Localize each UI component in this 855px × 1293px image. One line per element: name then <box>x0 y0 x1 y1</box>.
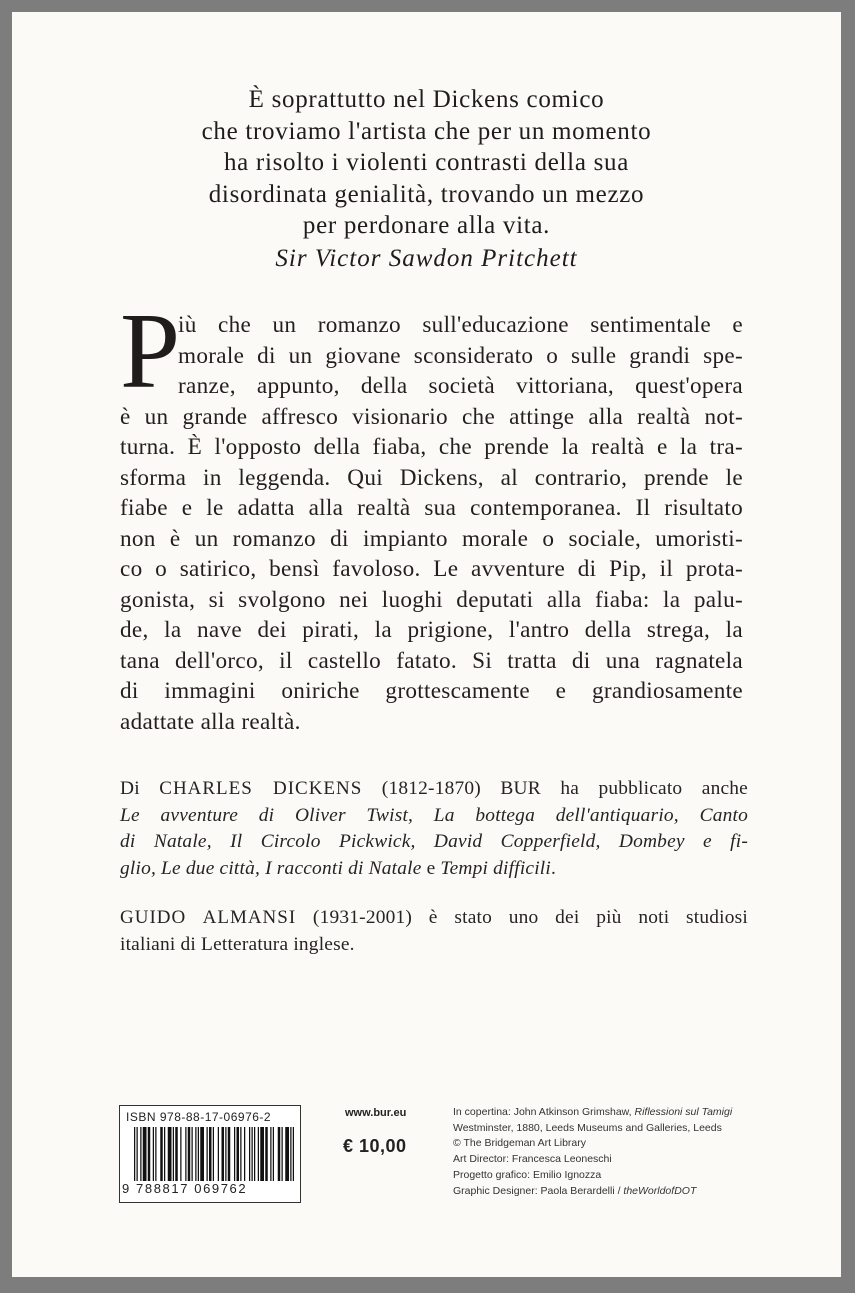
editor-bio-rest: (1931-2001) è stato uno dei più noti studiosi <box>312 907 748 928</box>
synopsis-line: tana dell'orco, il castello fatato. Si tratta di una ragnatela <box>120 647 743 674</box>
barcode-bar <box>273 1127 274 1181</box>
author-bio-line <box>120 776 748 803</box>
synopsis-line: morale di un giovane sconsiderato o sulle grandi spe- <box>178 342 743 369</box>
barcode-bar <box>249 1127 250 1181</box>
barcode-bar <box>198 1127 199 1181</box>
barcode-bar <box>252 1127 253 1181</box>
barcode-bar <box>140 1127 141 1181</box>
barcode-bar <box>188 1127 191 1181</box>
credit-line <box>453 1105 803 1121</box>
barcode-bar <box>164 1127 165 1181</box>
author-name: CHARLES DICKENS <box>159 778 363 799</box>
quote-author: Sir Victor Sawdon Pritchett <box>275 244 578 272</box>
synopsis-line: co o satirico, bensì favoloso. Le avventure di Pip, il prota- <box>120 556 743 582</box>
author-bio-line <box>120 803 748 830</box>
author-bio-line <box>120 829 748 856</box>
painting-title: Riflessioni sul Tamigi <box>634 1106 733 1118</box>
studio-name: theWorldofDOT <box>623 1184 697 1197</box>
barcode-bar <box>222 1127 225 1181</box>
drop-cap: P <box>120 292 181 411</box>
credit-text: Graphic Designer: Paola Berardelli / <box>453 1184 624 1197</box>
barcode-bar <box>195 1127 196 1181</box>
synopsis-line: di immagini oniriche grottescamente e grandiosamente <box>120 678 743 704</box>
quote-line: disordinata genialità, trovando un mezzo <box>208 180 645 208</box>
barcode-bar <box>225 1127 226 1181</box>
synopsis-line: gonista, si svolgono nei luoghi deputati alla fiaba: la palu- <box>120 586 743 613</box>
barcode-bar <box>285 1127 289 1181</box>
barcode-bar <box>160 1127 163 1181</box>
quote-line: ha risolto i violenti contrasti della sua <box>223 149 629 176</box>
barcode-bar <box>228 1127 231 1181</box>
barcode-bar <box>270 1127 271 1181</box>
cover-credits <box>453 1105 803 1199</box>
editor-bio-line: italiani di Letteratura inglese. <box>120 933 355 955</box>
credit-line <box>453 1184 803 1200</box>
isbn-barcode <box>119 1105 301 1203</box>
barcode-bar <box>213 1127 214 1181</box>
synopsis-line: non è un romanzo di impianto morale o sociale, umoristi- <box>120 525 743 552</box>
barcode-bar <box>168 1127 172 1181</box>
barcode-bar <box>137 1127 138 1181</box>
author-bio <box>120 776 748 882</box>
barcode-bar <box>244 1127 245 1181</box>
author-bio-rest: (1812-1870) BUR ha pubblicato anche <box>381 778 748 799</box>
book-titles: di Natale, Il Circolo Pickwick, David Copperfield, Dombey e fi- <box>120 831 748 852</box>
book-titles: glio, Le due città, I racconti di Natale <box>120 857 422 879</box>
barcode-bar <box>180 1127 181 1181</box>
author-bio-line <box>120 856 748 883</box>
price: € 10,00 <box>343 1136 407 1156</box>
quote-line: per perdonare alla vita. <box>302 212 551 239</box>
author-bio-prefix: Di <box>120 778 140 799</box>
barcode-bar <box>265 1127 268 1181</box>
isbn-digits: 9 788817 069762 <box>122 1181 248 1196</box>
barcode-bar <box>155 1127 156 1181</box>
epigraph-quote <box>12 84 841 274</box>
barcode-bar <box>209 1127 212 1181</box>
barcode-bar <box>173 1127 174 1181</box>
barcode-bar <box>143 1127 147 1181</box>
barcode-bar <box>290 1127 291 1181</box>
editor-bio <box>120 905 748 958</box>
barcode-bar <box>153 1127 154 1181</box>
barcode-bar <box>258 1127 259 1181</box>
editor-name: GUIDO ALMANSI <box>120 907 297 928</box>
synopsis-line: de, la nave dei pirati, la prigione, l'antro della strega, la <box>120 617 743 643</box>
barcode-bar <box>185 1127 186 1181</box>
barcode-bar <box>278 1127 281 1181</box>
synopsis-line: iù che un romanzo sull'educazione sentimentale e <box>178 312 743 338</box>
synopsis-line: turna. È l'opposto della fiaba, che prende la realtà e la tra- <box>120 434 743 460</box>
book-titles: Le avventure di Oliver Twist, La bottega dell'antiquario, Canto <box>120 804 748 826</box>
quote-line: È soprattutto nel Dickens comico <box>248 86 605 113</box>
synopsis-line: ranze, appunto, della società vittoriana, quest'opera <box>178 373 743 399</box>
barcode-bar <box>192 1127 193 1181</box>
isbn-label: ISBN 978-88-17-06976-2 <box>126 1110 272 1124</box>
barcode-bar <box>260 1127 264 1181</box>
barcode-bar <box>175 1127 178 1181</box>
credit-line: Progetto grafico: Emilio Ignozza <box>453 1168 602 1181</box>
barcode-bar <box>293 1127 294 1181</box>
barcode-bar <box>240 1127 241 1181</box>
synopsis-line: fiabe e le adatta alla realtà sua contemporanea. Il risultato <box>120 495 743 521</box>
barcode-bar <box>148 1127 151 1181</box>
barcode-bars <box>134 1127 294 1181</box>
quote-line: che troviamo l'artista che per un momento <box>201 117 652 145</box>
book-title: Tempi difficili <box>440 857 551 879</box>
credit-line: © The Bridgeman Art Library <box>453 1137 587 1150</box>
barcode-bar <box>282 1127 283 1181</box>
credit-line: Westminster, 1880, Leeds Museums and Galleries, Leeds <box>453 1121 722 1134</box>
barcode-bar <box>218 1127 219 1181</box>
period: . <box>550 857 557 879</box>
barcode-bar <box>134 1127 135 1181</box>
credit-line: Art Director: Francesca Leoneschi <box>453 1153 612 1166</box>
synopsis-line: sforma in leggenda. Qui Dickens, al contrario, prende le <box>120 464 743 491</box>
barcode-bar <box>234 1127 235 1181</box>
back-cover <box>12 12 841 1277</box>
synopsis-line: adattate alla realtà. <box>120 708 301 735</box>
credit-text: In copertina: John Atkinson Grimshaw, <box>453 1106 635 1118</box>
synopsis <box>120 292 743 737</box>
barcode-bar <box>237 1127 240 1181</box>
barcode-bar <box>207 1127 208 1181</box>
conjunction: e <box>421 857 441 879</box>
synopsis-line: è un grande affresco visionario che attinge alla realtà not- <box>120 403 743 430</box>
barcode-bar <box>254 1127 255 1181</box>
editor-bio-line <box>120 905 748 932</box>
barcode-bar <box>200 1127 204 1181</box>
publisher-website: www.bur.eu <box>345 1107 407 1119</box>
